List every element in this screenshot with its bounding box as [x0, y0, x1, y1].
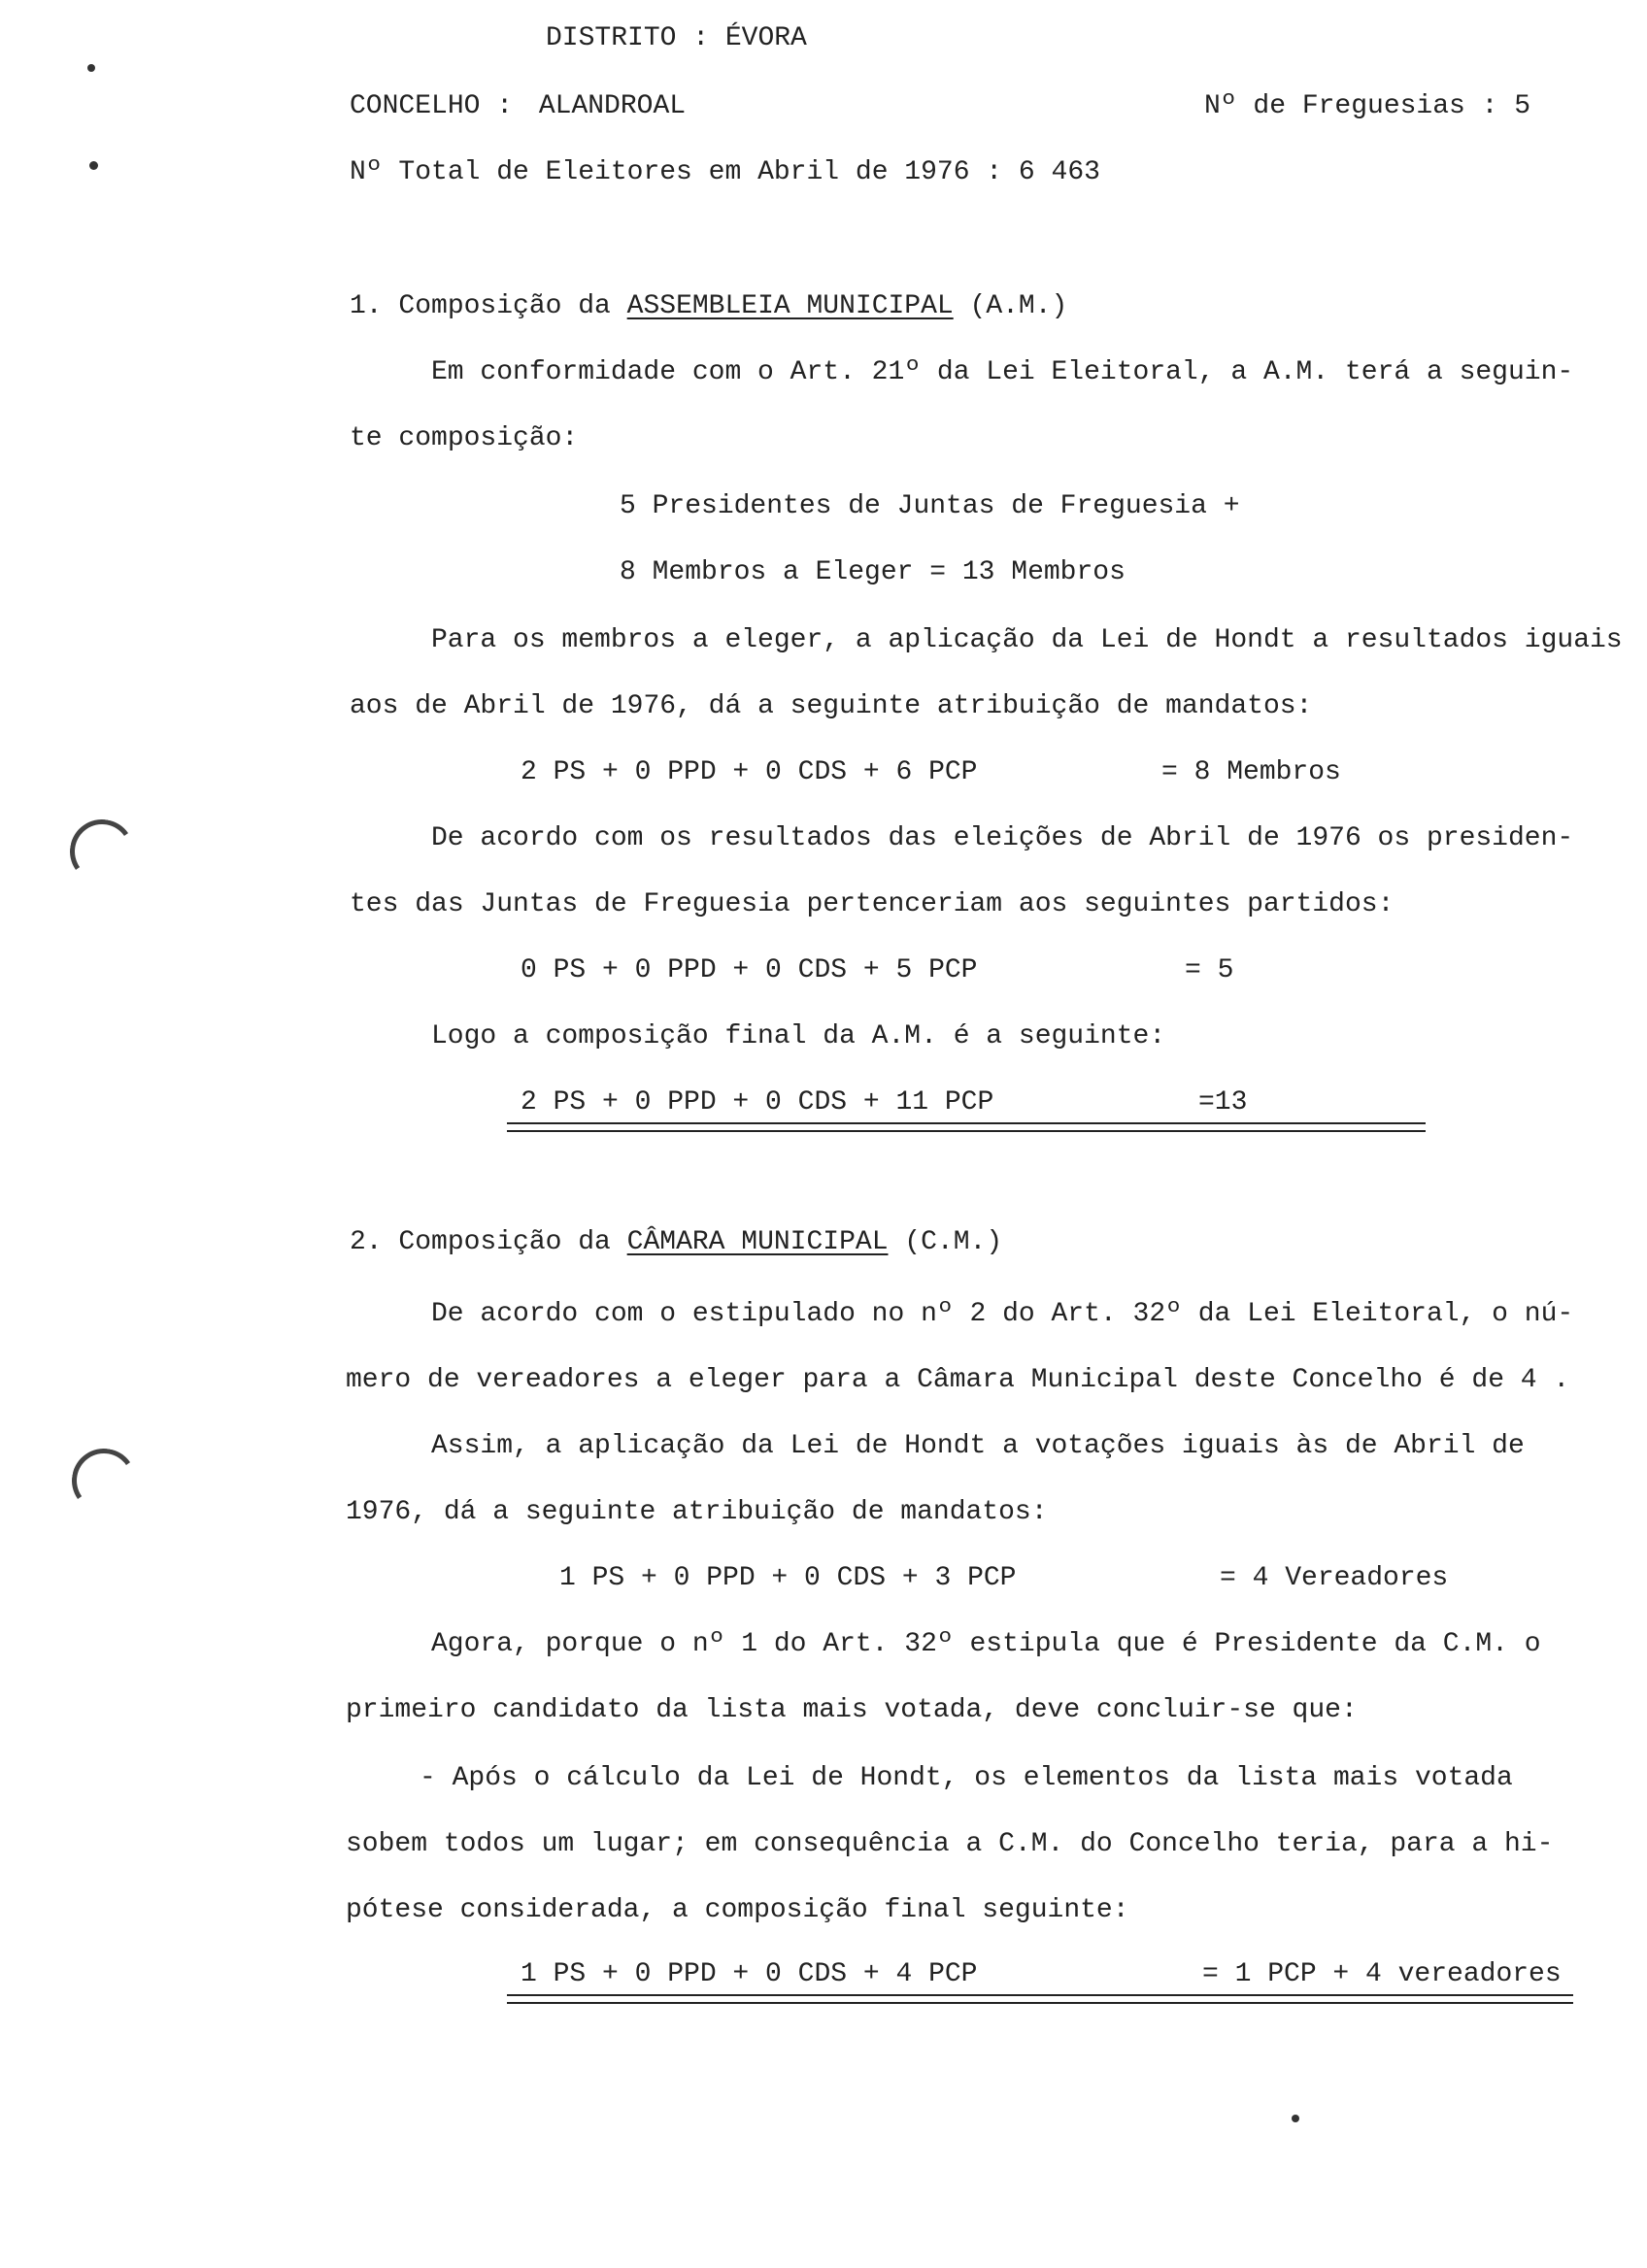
- section2-paragraph: pótese considerada, a composição final seguinte:: [346, 1895, 1129, 1925]
- section1-heading-title: ASSEMBLEIA MUNICIPAL: [626, 291, 954, 321]
- total-eleitores: Nº Total de Eleitores em Abril de 1976 : 6 463: [350, 157, 1100, 187]
- distrito-label: DISTRITO :: [546, 23, 710, 53]
- section2-heading-title: CÂMARA MUNICIPAL: [626, 1227, 889, 1257]
- concelho-line: [350, 93, 686, 120]
- section2-paragraph: primeiro candidato da lista mais votada, deve concluir-se que:: [346, 1695, 1358, 1725]
- final-composition-result: =13: [1198, 1087, 1248, 1117]
- section1-paragraph: te composição:: [350, 423, 579, 453]
- freguesias-count: Nº de Freguesias : 5: [1204, 91, 1531, 121]
- composition-line: 8 Membros a Eleger = 13 Membros: [620, 557, 1126, 587]
- section1-paragraph: tes das Juntas de Freguesia pertenceriam aos seguintes partidos:: [350, 889, 1395, 919]
- final-composition-formula: 1 PS + 0 PPD + 0 CDS + 4 PCP: [521, 1959, 978, 1989]
- section2-paragraph: Agora, porque o nº 1 do Art. 32º estipula que é Presidente da C.M. o: [431, 1629, 1541, 1659]
- double-underline-bottom: [507, 2002, 1573, 2004]
- section2-paragraph: 1976, dá a seguinte atribuição de mandatos:: [346, 1497, 1048, 1527]
- scan-dot: [1292, 2115, 1299, 2122]
- section1-paragraph: Em conformidade com o Art. 21º da Lei Eleitoral, a A.M. terá a seguin-: [431, 357, 1574, 387]
- mandate-formula: 0 PS + 0 PPD + 0 CDS + 5 PCP: [521, 955, 978, 985]
- final-composition-formula: 2 PS + 0 PPD + 0 CDS + 11 PCP: [521, 1087, 994, 1117]
- section2-paragraph: - Após o cálculo da Lei de Hondt, os elementos da lista mais votada: [420, 1763, 1513, 1793]
- mandate-result: = 8 Membros: [1161, 757, 1341, 787]
- concelho-value: ALANDROAL: [538, 91, 687, 121]
- section1-heading-prefix: 1. Composição da: [350, 291, 627, 321]
- double-underline-top: [507, 1122, 1426, 1124]
- section2-paragraph: sobem todos um lugar; em consequência a C.M. do Concelho teria, para a hi-: [346, 1829, 1554, 1859]
- concelho-label: CONCELHO :: [350, 91, 514, 121]
- final-composition-result: = 1 PCP + 4 vereadores: [1202, 1959, 1562, 1989]
- section2-paragraph: Assim, a aplicação da Lei de Hondt a votações iguais às de Abril de: [431, 1431, 1525, 1461]
- section2-paragraph: mero de vereadores a eleger para a Câmara Municipal deste Concelho é de 4 .: [346, 1365, 1570, 1395]
- section1-paragraph: aos de Abril de 1976, dá a seguinte atribuição de mandatos:: [350, 691, 1313, 721]
- section1-heading-suffix: (A.M.): [953, 291, 1068, 321]
- mandate-formula: 2 PS + 0 PPD + 0 CDS + 6 PCP: [521, 757, 978, 787]
- section1-paragraph: De acordo com os resultados das eleições de Abril de 1976 os presiden-: [431, 823, 1574, 853]
- mandate-result: = 4 Vereadores: [1220, 1563, 1449, 1593]
- mandate-formula: 1 PS + 0 PPD + 0 CDS + 3 PCP: [559, 1563, 1017, 1593]
- section1-paragraph: Para os membros a eleger, a aplicação da Lei de Hondt a resultados iguais: [431, 625, 1623, 655]
- scan-dot: [87, 64, 95, 72]
- section1-heading: [350, 293, 1067, 320]
- composition-line: 5 Presidentes de Juntas de Freguesia +: [620, 491, 1240, 521]
- distrito-value: ÉVORA: [724, 23, 807, 53]
- double-underline-bottom: [507, 1130, 1426, 1132]
- section1-paragraph: Logo a composição final da A.M. é a seguinte:: [431, 1021, 1166, 1051]
- section2-heading-prefix: 2. Composição da: [350, 1227, 627, 1257]
- double-underline-top: [507, 1994, 1573, 1996]
- scan-dot: [89, 161, 98, 170]
- section2-heading-suffix: (C.M.): [888, 1227, 1003, 1257]
- section2-heading: [350, 1229, 1002, 1256]
- distrito-line: [546, 25, 807, 52]
- mandate-result: = 5: [1185, 955, 1234, 985]
- punch-hole-mark: [67, 1444, 141, 1518]
- section2-paragraph: De acordo com o estipulado no nº 2 do Art. 32º da Lei Eleitoral, o nú-: [431, 1299, 1574, 1329]
- punch-hole-mark: [65, 815, 139, 888]
